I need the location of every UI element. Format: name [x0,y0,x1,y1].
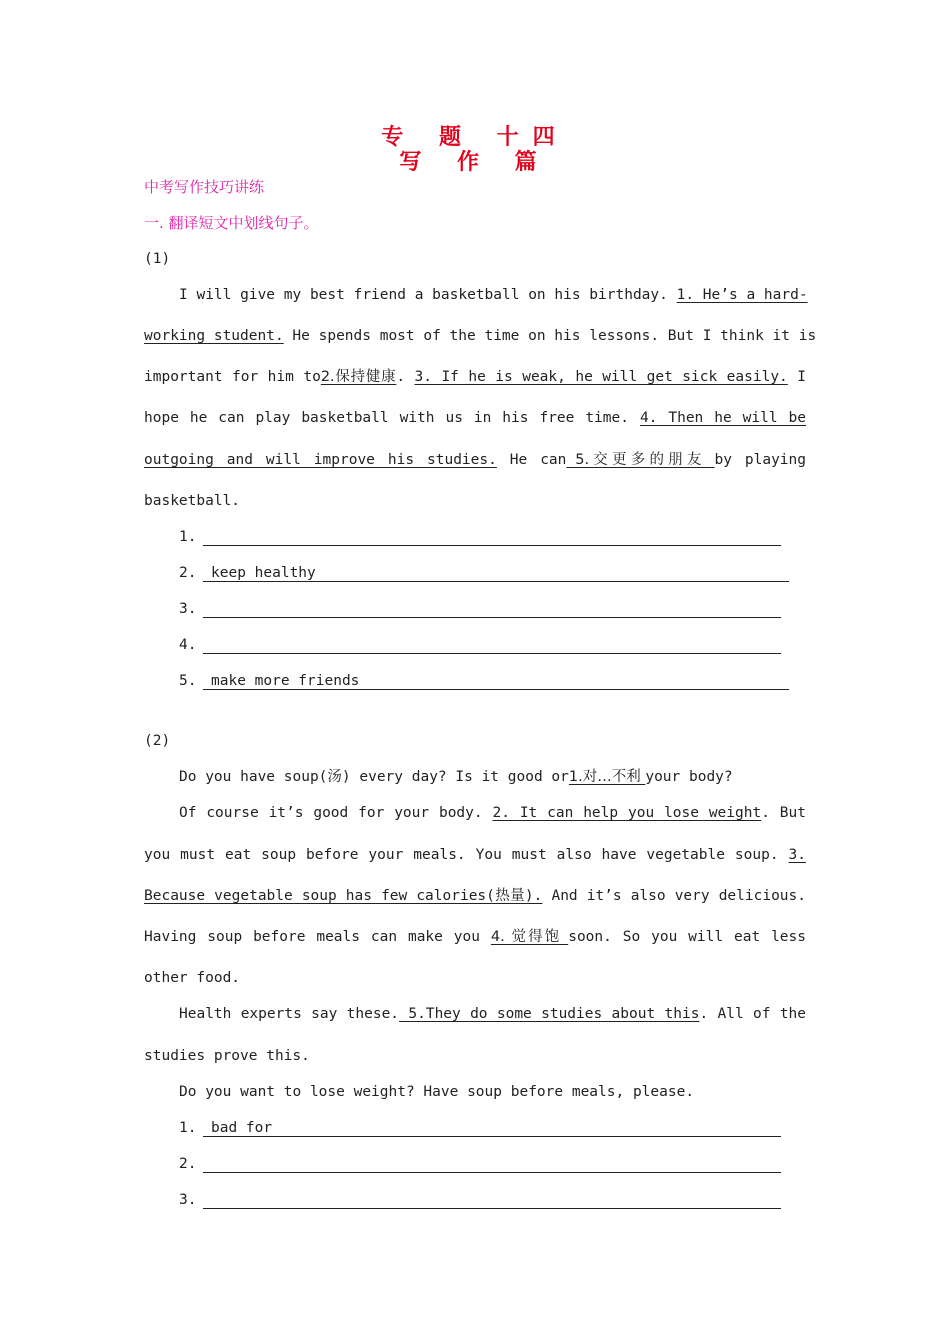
answer-number: 4. [179,637,197,653]
part2-paragraph-line [179,1004,806,1024]
underlined-sentence: 4. Then he will be [639,410,807,426]
text-segment: . But [761,805,806,821]
text-segment: He spends most of the time on his lessons. But I think it is [283,328,817,344]
part2-paragraph-line [144,968,806,988]
part1-answer-row [179,671,360,691]
answer-number: 1. [179,1120,197,1136]
answer-blank[interactable] [203,599,781,618]
text-segment: He can [496,452,567,468]
text-segment: Health experts say these. [179,1006,400,1022]
text-segment: important for him to [144,369,321,385]
underlined-sentence: 2. It can help you lose weight [492,805,762,821]
part2-paragraph-line [144,886,806,906]
part2-label: (2) [144,733,171,749]
answer-blank[interactable] [203,1154,781,1173]
part2-paragraph-line [179,767,806,787]
answer-number: 5. [179,673,197,689]
part1-answer-row [179,635,203,655]
answer-blank[interactable] [203,635,781,654]
underlined-sentence: 5.交更多的朋友 [566,452,715,468]
underlined-sentence: outgoing and will improve his studies. [144,452,497,468]
underlined-sentence: working student. [144,328,284,344]
text-segment: I will give my best friend a basketball on his birthday. [179,287,677,303]
text-segment: And it’s also very delicious. [542,888,806,904]
part1-paragraph-line [144,326,817,346]
page-title: 专 题 十四 [381,125,569,150]
text-segment: hope he can play basketball with us in his free time. [144,410,640,426]
exercise-instruction: 一. 翻译短文中划线句子。 [144,214,319,232]
underlined-sentence: 5.They do some studies about this [399,1006,700,1022]
underlined-sentence: 2.保持健康 [320,369,397,385]
part1-answer-row [179,563,316,583]
text-segment: . [396,369,415,385]
answer-number: 1. [179,529,197,545]
text-segment: by playing [714,452,806,468]
section-heading: 中考写作技巧讲练 [144,178,265,196]
text-segment: I [787,369,806,385]
answer-blank[interactable]: bad for [203,1118,781,1137]
text-segment: Having soup before meals can make you [144,929,491,945]
text-segment: other food. [144,970,241,986]
part1-answer-row [179,527,203,547]
answer-blank[interactable]: keep healthy [203,563,789,582]
underlined-sentence: 1. He’s a hard- [676,287,808,303]
underlined-sentence: 4. 觉得饱 [490,929,569,945]
text-segment: Do you want to lose weight? Have soup before meals, please. [179,1084,695,1100]
part1-paragraph-line [144,491,806,511]
part2-paragraph-line [179,803,806,823]
part2-answer-row [179,1118,273,1138]
text-segment: studies prove this. [144,1048,310,1064]
underlined-sentence: Because vegetable soup has few calories(热量). [144,888,543,904]
answer-number: 3. [179,1192,197,1208]
text-segment: Of course it’s good for your body. [179,805,493,821]
answer-blank[interactable] [203,527,781,546]
part1-paragraph-line [144,367,806,387]
part2-paragraph-line [144,927,806,947]
part1-paragraph-line [179,285,806,305]
answer-blank[interactable] [203,1190,781,1209]
text-segment: you must eat soup before your meals. You must also have vegetable soup. [144,847,789,863]
answer-number: 2. [179,1156,197,1172]
part2-paragraph-line [144,1046,806,1066]
underlined-sentence: 3. [788,847,806,863]
part2-answer-row [179,1190,203,1210]
part2-paragraph-line [179,1082,806,1102]
answer-number: 3. [179,601,197,617]
answer-number: 2. [179,565,197,581]
part1-paragraph-line [144,450,806,470]
part1-label: (1) [144,251,171,267]
text-segment: . All of the [699,1006,807,1022]
underlined-sentence: 3. If he is weak, he will get sick easily. [414,369,788,385]
part2-answer-row [179,1154,203,1174]
page-subtitle: 写 作 篇 [399,150,551,175]
part1-paragraph-line [144,408,806,428]
underlined-sentence: 1.对…不利 [568,769,646,785]
text-segment: your body? [645,769,733,785]
text-segment: soon. So you will eat less [568,929,806,945]
part2-paragraph-line [144,845,806,865]
answer-blank[interactable]: make more friends [203,671,789,690]
text-segment: Do you have soup(汤) every day? Is it good or [179,769,569,785]
text-segment: basketball. [144,493,241,509]
part1-answer-row [179,599,203,619]
